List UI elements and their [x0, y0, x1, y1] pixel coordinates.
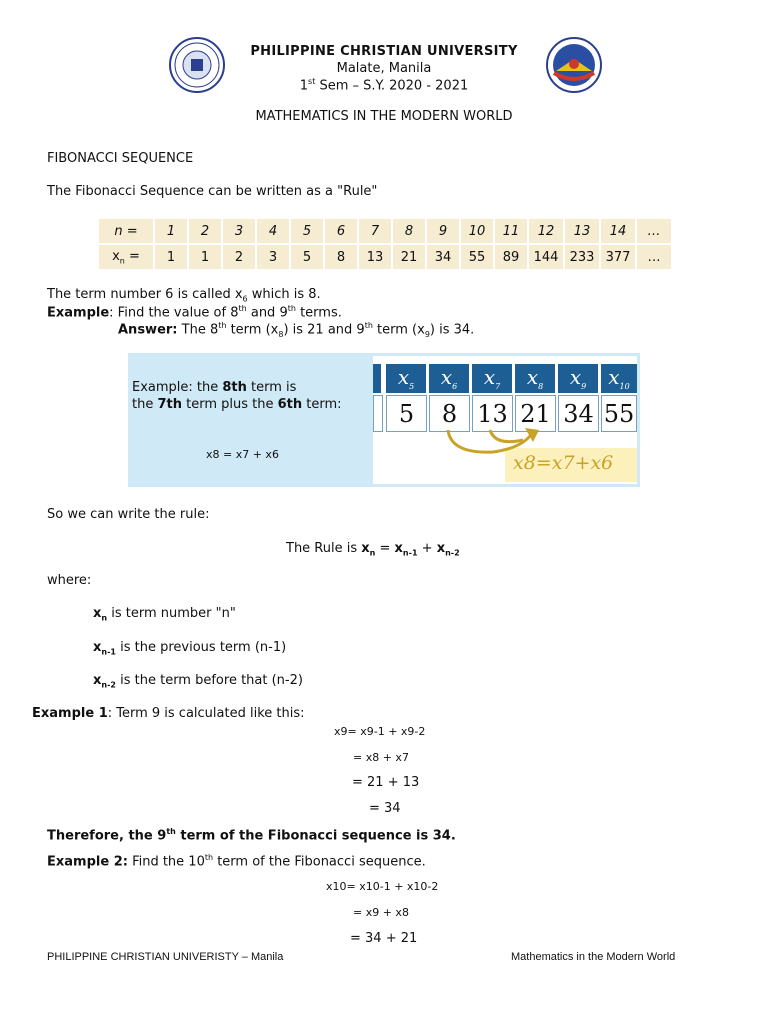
table-cell: … [637, 245, 673, 269]
sequence-tiles [373, 356, 637, 484]
where-label: where: [47, 573, 92, 588]
table-cell: 10 [461, 219, 495, 245]
example-equation: x8 = x7 + x6 [206, 448, 279, 461]
table-cell: 89 [495, 245, 529, 269]
example-illustration [128, 353, 640, 487]
tile-header: $x_7$ [472, 364, 512, 393]
table-cell: 6 [325, 219, 359, 245]
example-1-line: = 21 + 13 [352, 775, 420, 790]
tile-value: 8 [429, 395, 470, 432]
tile-header: $x_6$ [429, 364, 469, 393]
table-cell: 14 [601, 219, 637, 245]
example-explanation [128, 353, 371, 487]
table-cell: 377 [601, 245, 637, 269]
table-cell: 13 [565, 219, 601, 245]
example-2-line: x10= x10-1 + x10-2 [326, 880, 439, 893]
table-cell: 11 [495, 219, 529, 245]
university-name: PHILIPPINE CHRISTIAN UNIVERSITY [250, 44, 518, 59]
table-cell: 7 [359, 219, 393, 245]
example-prompt: Example: Find the value of 8th and 9th terms. [47, 304, 342, 321]
example-1-line: x9= x9-1 + x9-2 [334, 725, 426, 738]
example-2-heading: Example 2: Find the 10th term of the Fibonacci sequence. [47, 853, 426, 870]
example-1-line: = x8 + x7 [353, 751, 409, 764]
tile-header: $x_5$ [386, 364, 426, 393]
semester-line: 1st Sem – S.Y. 2020 - 2021 [299, 77, 469, 94]
table-cell: 1 [155, 245, 189, 269]
tile-header: $x_8$ [515, 364, 555, 393]
course-title: MATHEMATICS IN THE MODERN WORLD [255, 109, 513, 124]
example-2-line: = x9 + x8 [353, 906, 409, 919]
tile-value: 21 [515, 395, 556, 432]
table-cell: 13 [359, 245, 393, 269]
example-1-line: = 34 [369, 801, 401, 816]
therefore-statement: Therefore, the 9th term of the Fibonacci sequence is 34. [47, 827, 456, 844]
tile-value: 5 [386, 395, 427, 432]
section-title: FIBONACCI SEQUENCE [47, 151, 194, 166]
footer-right: Mathematics in the Modern World [511, 951, 676, 963]
fibonacci-table [99, 219, 673, 269]
table-cell: … [637, 219, 673, 245]
table-cell: 8 [325, 245, 359, 269]
table-cell: 144 [529, 245, 565, 269]
table-cell: 1 [155, 219, 189, 245]
table-cell: 233 [565, 245, 601, 269]
definition-item: $x_{n-1}$ is the previous term (n-1) [93, 640, 287, 657]
footer-left: PHILIPPINE CHRISTIAN UNIVERISTY – Manila [47, 951, 284, 963]
tile-header: $x_{10}$ [601, 364, 637, 393]
table-cell: 5 [291, 219, 325, 245]
tile-value: 13 [472, 395, 513, 432]
example-1-heading: Example 1: Term 9 is calculated like this: [32, 706, 305, 721]
table-cell: 8 [393, 219, 427, 245]
intro-text: The Fibonacci Sequence can be written as a "Rule" [47, 184, 378, 199]
row-label-n: n = [99, 219, 155, 245]
formula-text: x8=x7+x6 [513, 452, 614, 474]
table-cell: 9 [427, 219, 461, 245]
rule-formula: The Rule is $x_n = x_{n-1} + x_{n-2}$ [286, 541, 460, 558]
university-location: Malate, Manila [336, 61, 432, 76]
table-cell: 3 [257, 245, 291, 269]
table-row-n [99, 219, 673, 245]
example-line-1: Example: the 8th term is [132, 380, 297, 395]
table-cell: 2 [223, 245, 257, 269]
rule-intro: So we can write the rule: [47, 507, 210, 522]
table-cell: 55 [461, 245, 495, 269]
table-cell: 12 [529, 219, 565, 245]
table-cell: 21 [393, 245, 427, 269]
table-cell: 3 [223, 219, 257, 245]
table-cell: 34 [427, 245, 461, 269]
example-2-line: = 34 + 21 [350, 931, 418, 946]
tile-value: 34 [558, 395, 599, 432]
table-cell: 4 [257, 219, 291, 245]
table-cell: 2 [189, 219, 223, 245]
row-label-x: $x_n$ = [99, 245, 155, 269]
definition-item: $x_n$ is term number "n" [93, 606, 236, 623]
term-six-text: The term number 6 is called $x_6$ which is 8. [47, 287, 321, 304]
tile-header: $x_9$ [558, 364, 598, 393]
table-cell: 1 [189, 245, 223, 269]
table-cell: 5 [291, 245, 325, 269]
table-row-x [99, 245, 673, 269]
example-line-2: the 7th term plus the 6th term: [132, 397, 342, 412]
tile-value: 55 [601, 395, 637, 432]
answer-text: Answer: The 8th term $(x_8)$ is 21 and 9th term $(x_9)$ is 34. [118, 321, 475, 339]
definition-item: $x_{n-2}$ is the term before that (n-2) [93, 673, 303, 690]
